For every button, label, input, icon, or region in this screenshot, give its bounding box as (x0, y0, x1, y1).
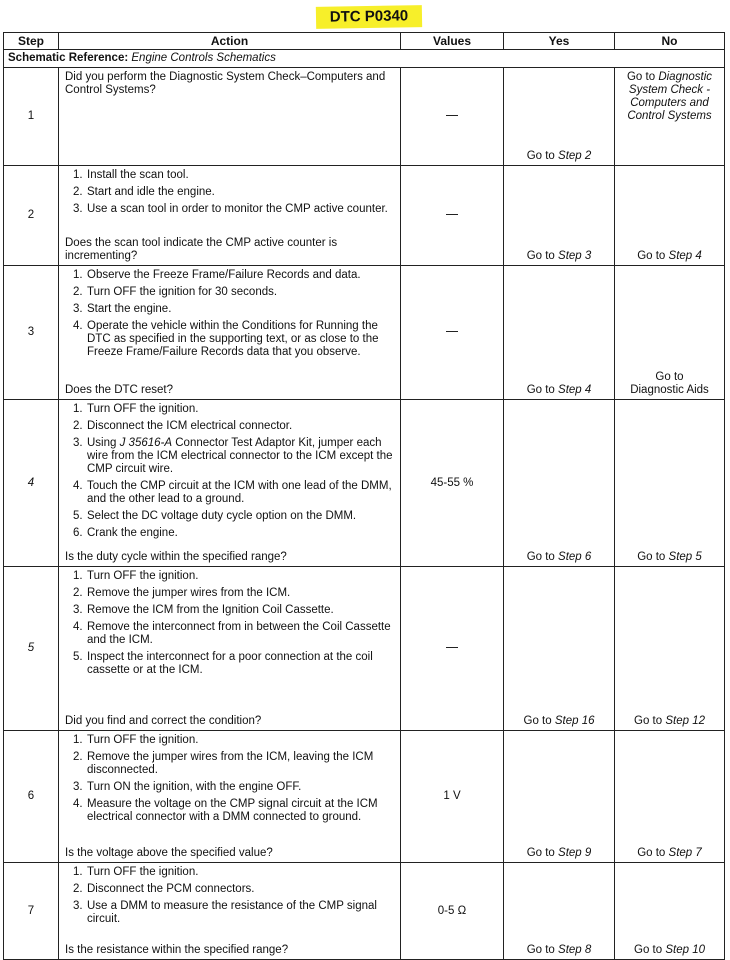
table-row (4, 166, 725, 266)
schematic-label: Schematic Reference: (8, 52, 129, 64)
yes-cell: Go to Step 4 (504, 266, 615, 400)
no-cell: Go to Diagnostic System Check - Computers and Control Systems (615, 68, 725, 166)
step-number: 3 (4, 266, 59, 400)
step-number: 2 (4, 166, 59, 266)
action-item: 3. Using J 35616-A Connector Test Adaptor Kit, jumper each wire from the ICM electrical connector to the ICM except the CMP circuit wire. (73, 437, 393, 475)
value-cell (401, 567, 504, 731)
yes-cell: Go to Step 6 (504, 400, 615, 567)
no-link[interactable]: Step 12 (665, 715, 705, 727)
yes-cell (504, 68, 615, 166)
table-row (4, 68, 725, 166)
yes-link[interactable]: Step 4 (558, 384, 592, 396)
table-row (4, 266, 725, 400)
action-item: 1. Turn OFF the ignition. (73, 866, 199, 878)
yes-link[interactable]: Step 16 (554, 715, 595, 727)
no-link-line1[interactable]: Go to (655, 371, 684, 383)
table-row (4, 400, 725, 567)
yes-link[interactable]: Step 2 (558, 150, 592, 162)
action-item: 2. Disconnect the PCM connectors. (73, 883, 255, 895)
action-item: 3. Turn ON the ignition, with the engine OFF. (73, 781, 302, 793)
value-dash (446, 214, 458, 215)
action-question: Is the duty cycle within the specified range? (65, 551, 287, 563)
tool-name: J 35616-A (119, 437, 173, 449)
action-item: 1. Install the scan tool. (73, 169, 189, 181)
action-item: 1. Turn OFF the ignition. (73, 734, 199, 746)
header-values: Values (401, 33, 504, 50)
schematic-value: Engine Controls Schematics (131, 52, 276, 64)
value-dash (446, 647, 458, 648)
no-link-line3[interactable]: Computers and (630, 97, 709, 109)
action-item: 2. Disconnect the ICM electrical connector. (73, 420, 293, 432)
yes-link[interactable]: Step 3 (558, 250, 592, 262)
action-item: 5. Inspect the interconnect for a poor connection at the coil cassette or at the ICM. (73, 651, 373, 676)
value-cell (401, 266, 504, 400)
yes-link[interactable]: Step 6 (558, 551, 592, 563)
title-area (0, 0, 730, 32)
action-item: 4. Touch the CMP circuit at the ICM with one lead of the DMM, and the other lead to a ground. (73, 480, 392, 505)
no-cell: Go to Step 12 (615, 567, 725, 731)
step-number: 6 (4, 731, 59, 863)
action-item: 2. Remove the jumper wires from the ICM. (73, 587, 291, 599)
action-item: 3. Use a DMM to measure the resistance of the CMP signal circuit. (73, 900, 377, 925)
action-item: 3. Remove the ICM from the Ignition Coil Cassette. (73, 604, 334, 616)
action-question: Is the voltage above the specified value? (65, 847, 273, 859)
action-item: 5. Select the DC voltage duty cycle option on the DMM. (73, 510, 357, 522)
goto-label: Go to (526, 150, 555, 162)
action-question: Did you perform the Diagnostic System Check–Computers and Control Systems? (65, 71, 386, 96)
yes-link[interactable]: Step 9 (558, 847, 592, 859)
diagnostic-table (3, 32, 725, 960)
schematic-reference (4, 50, 725, 68)
header-row (4, 33, 725, 50)
action-question: Did you find and correct the condition? (65, 715, 262, 727)
action-cell (59, 567, 401, 731)
action-item: 1. Turn OFF the ignition. (73, 570, 199, 582)
action-question: Does the scan tool indicate the CMP active counter is incrementing? (65, 237, 338, 262)
action-question: Is the resistance within the specified range? (65, 944, 289, 956)
no-link[interactable]: Step 10 (665, 944, 705, 956)
value-cell: 0-5 Ω (401, 863, 504, 960)
header-no: No (615, 33, 725, 50)
step-number: 5 (4, 567, 59, 731)
action-item: 4. Remove the interconnect from in between the Coil Cassette and the ICM. (73, 621, 391, 646)
table-row (4, 567, 725, 731)
no-cell (615, 266, 725, 400)
action-item: 4. Operate the vehicle within the Conditions for Running the DTC as specified in the supporting text, or as close to the Freeze Frame/Failure Records data that you observe. (73, 320, 379, 358)
no-cell: Go to Step 7 (615, 731, 725, 863)
page-title: DTC P0340 (316, 5, 422, 29)
yes-cell: Go to Step 9 (504, 731, 615, 863)
action-cell (59, 863, 401, 960)
step-number: 4 (4, 400, 59, 567)
value-cell: 1 V (401, 731, 504, 863)
no-link-line4[interactable]: Control Systems (627, 110, 712, 122)
value-cell: 45-55 % (401, 400, 504, 567)
value-dash (446, 331, 458, 332)
table-row (4, 863, 725, 960)
action-cell (59, 400, 401, 567)
yes-link[interactable]: Step 8 (558, 944, 592, 956)
action-item: 6. Crank the engine. (73, 527, 178, 539)
action-item: 3. Use a scan tool in order to monitor the CMP active counter. (73, 203, 388, 215)
header-step: Step (4, 33, 59, 50)
yes-cell: Go to Step 8 (504, 863, 615, 960)
action-cell (59, 731, 401, 863)
no-link[interactable]: Step 5 (668, 551, 702, 563)
action-item: 1. Observe the Freeze Frame/Failure Records and data. (73, 269, 361, 281)
schematic-row (4, 50, 725, 68)
yes-cell: Go to Step 3 (504, 166, 615, 266)
action-item: 2. Start and idle the engine. (73, 186, 215, 198)
value-dash (446, 115, 458, 116)
action-item: 1. Turn OFF the ignition. (73, 403, 199, 415)
value-cell (401, 166, 504, 266)
action-item: 4. Measure the voltage on the CMP signal circuit at the ICM electrical connector with a DMM connected to ground. (73, 798, 378, 823)
action-cell (59, 266, 401, 400)
action-cell (59, 166, 401, 266)
value-cell (401, 68, 504, 166)
no-link-line2[interactable]: System Check - (628, 84, 711, 96)
action-item: 2. Remove the jumper wires from the ICM, leaving the ICM disconnected. (73, 751, 374, 776)
action-question: Does the DTC reset? (65, 384, 174, 396)
table-row (4, 731, 725, 863)
no-cell: Go to Step 5 (615, 400, 725, 567)
header-action: Action (59, 33, 401, 50)
no-link[interactable]: Step 4 (668, 250, 702, 262)
no-link-line2[interactable]: Diagnostic Aids (630, 384, 709, 396)
step-number: 1 (4, 68, 59, 166)
action-item: 3. Start the engine. (73, 303, 172, 315)
no-cell: Go to Step 10 (615, 863, 725, 960)
step-number: 7 (4, 863, 59, 960)
header-yes: Yes (504, 33, 615, 50)
action-cell (59, 68, 401, 166)
action-item: 2. Turn OFF the ignition for 30 seconds. (73, 286, 278, 298)
yes-cell: Go to Step 16 (504, 567, 615, 731)
no-cell: Go to Step 4 (615, 166, 725, 266)
no-link[interactable]: Step 7 (668, 847, 702, 859)
